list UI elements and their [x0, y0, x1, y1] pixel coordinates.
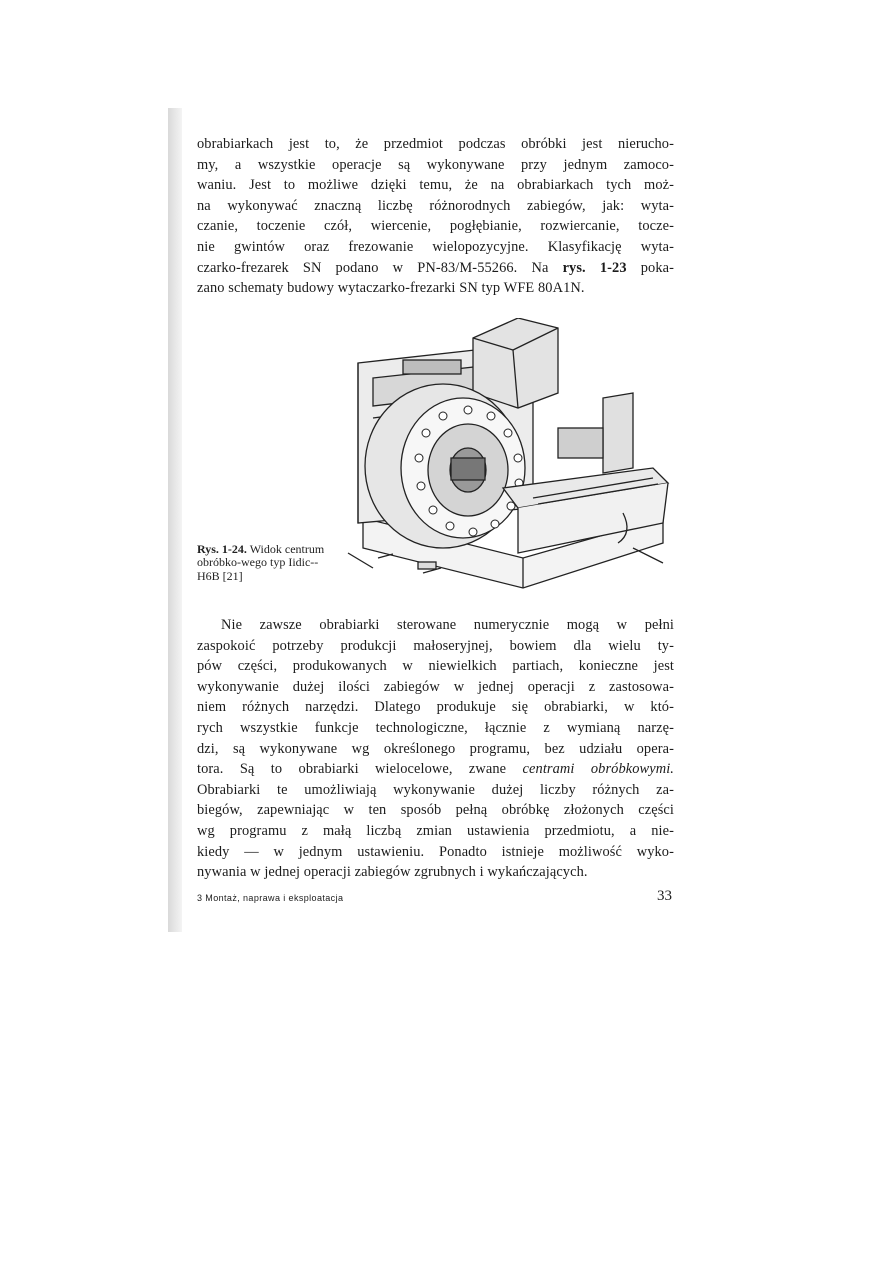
text-line: czanie, toczenie czół, wiercenie, pogłębianie, rozwiercanie, tocze-	[197, 218, 674, 235]
figure-reference: rys. 1-23	[562, 259, 627, 276]
text-line: na wykonywać znaczną liczbę różnorodnych zabiegów, jak: wyta-	[197, 197, 674, 214]
text-fragment: czarko-frezarek SN podano w PN-83/M-55266. Na	[197, 259, 563, 276]
text-line: obrabiarkach jest to, że przedmiot podczas obróbki jest nierucho-	[197, 136, 674, 152]
text-line: zaspokoić potrzeby produkcji małoseryjnej, bowiem dla wielu ty-	[197, 637, 674, 654]
text-line: my, a wszystkie operacje są wykonywane przy jednym zamoco-	[197, 156, 674, 173]
text-line: dzi, są wykonywane wg określonego programu, bez udziału opera-	[197, 740, 674, 757]
text-line-with-term	[197, 759, 674, 780]
text-line: Obrabiarki te umożliwiają wykonywanie dużej liczby różnych za-	[197, 781, 674, 798]
text-line: pów części, produkowanych w niewielkich partiach, konieczne jest	[197, 658, 674, 675]
emphasized-term: centrami obróbkowymi.	[522, 761, 675, 778]
text-line: wg programu z małą liczbą zmian ustawienia przedmiotu, a nie-	[197, 822, 674, 839]
text-line: niem różnych narzędzi. Dlatego produkuje się obrabiarki, w któ-	[197, 699, 674, 716]
page-edge-shadow	[168, 108, 182, 932]
text-line: kiedy — w jednym ustawieniu. Ponadto istnieje możliwość wyko-	[197, 843, 674, 860]
text-line: biegów, zapewniając w ten sposób pełną obróbkę złożonych części	[197, 802, 674, 819]
caption-text: Widok centrum obróbko-wego typ Iidic--H6B [21]	[197, 542, 325, 583]
text-line: nie gwintów oraz frezowanie wielopozycyjne. Klasyfikację wyta-	[197, 238, 674, 255]
text-fragment: tora. Są to obrabiarki wielocelowe, zwane	[197, 761, 523, 778]
machining-center-illustration	[333, 318, 678, 600]
text-line: nywania w jednej operacji zabiegów zgrubnych i wykańczających.	[197, 864, 588, 881]
text-line: zano schematy budowy wytaczarko-frezarki SN typ WFE 80A1N.	[197, 280, 585, 297]
caption-label: Rys. 1-24.	[197, 542, 247, 556]
text-line: Nie zawsze obrabiarki sterowane numerycznie mogą w pełni	[221, 617, 674, 633]
text-line: wykonywanie dużej ilości zabiegów w jednej operacji z zastosowa-	[197, 678, 674, 695]
page-number: 33	[657, 888, 672, 904]
paragraph-1	[197, 134, 674, 299]
figure-caption	[197, 543, 337, 583]
text-line: rych wszystkie funkcje technologiczne, łącznie z wymianą narzę-	[197, 719, 674, 736]
text-line: waniu. Jest to możliwe dzięki temu, że na obrabiarkach tych moż-	[197, 177, 674, 194]
text-line-with-reference	[197, 258, 674, 279]
text-fragment: poka-	[626, 259, 674, 276]
paragraph-2	[197, 615, 674, 883]
footer-signature: 3 Montaż, naprawa i eksploatacja	[197, 893, 344, 903]
